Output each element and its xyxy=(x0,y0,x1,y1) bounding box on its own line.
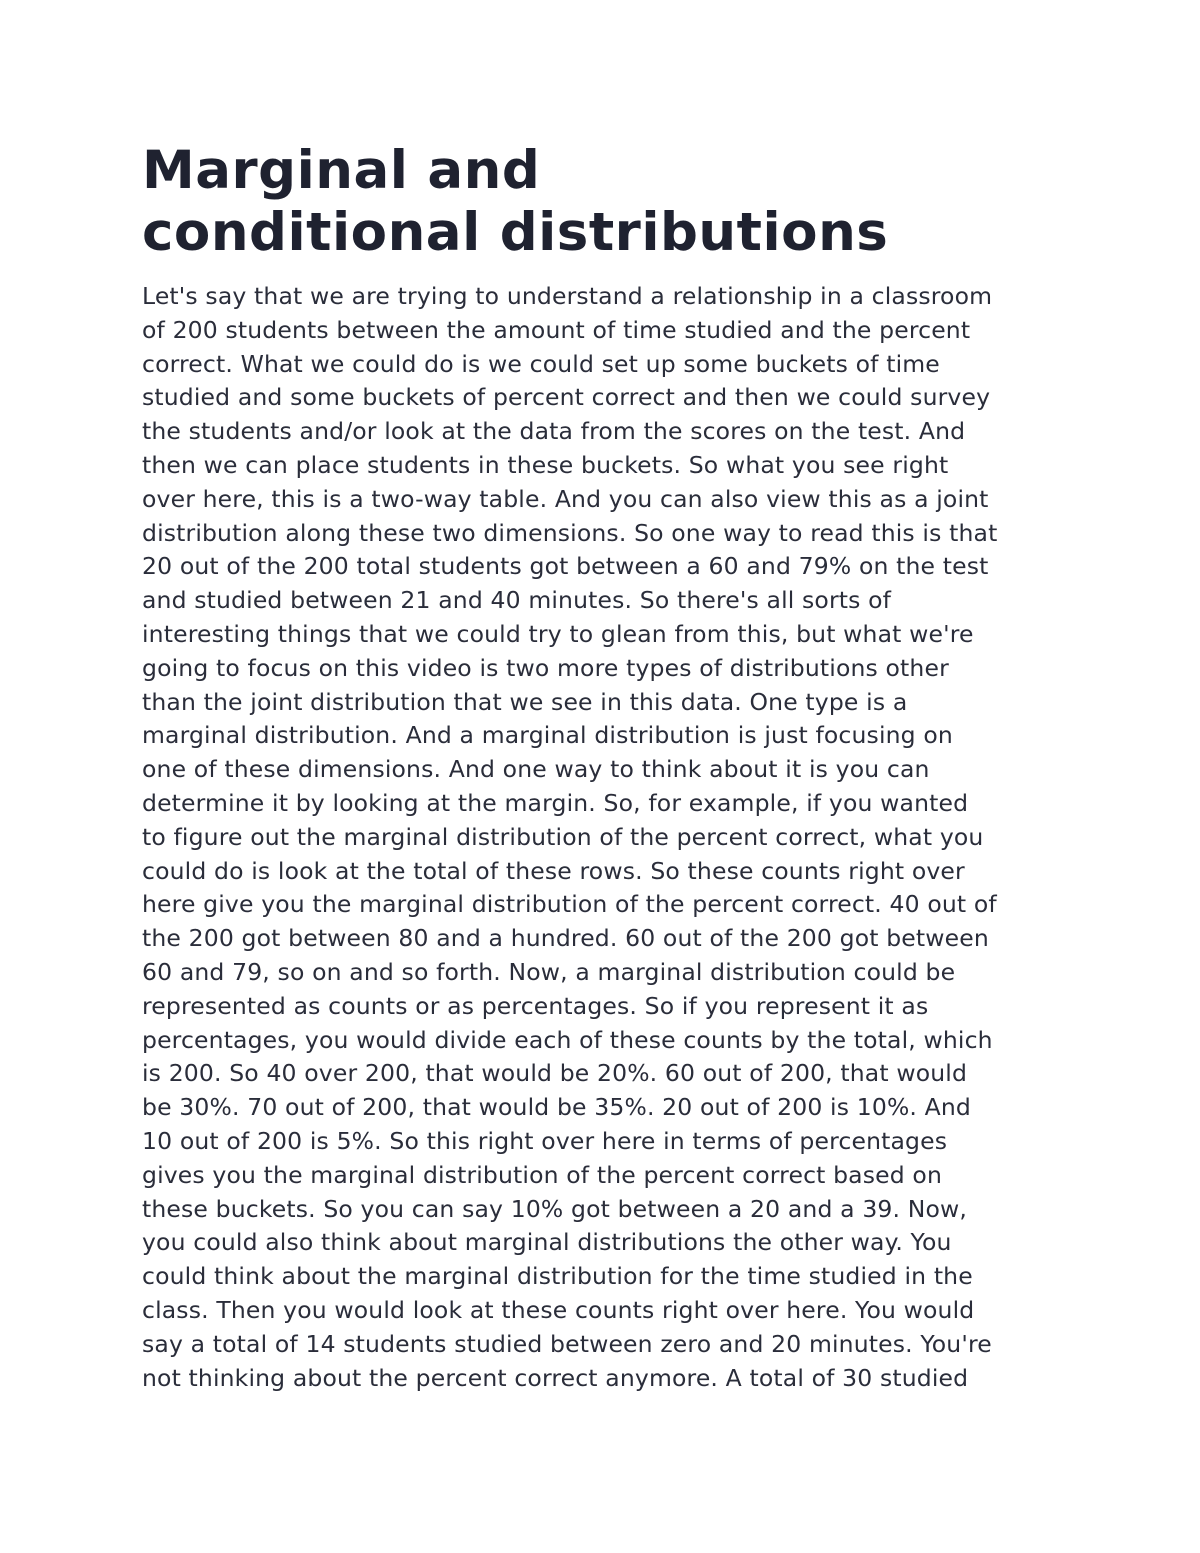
text-line: you could also think about marginal distributions the other way. You xyxy=(142,1228,952,1257)
text-line: class. Then you would look at these counts right over here. You would xyxy=(142,1295,975,1324)
title-line: Marginal and xyxy=(142,140,541,201)
text-line: could do is look at the total of these rows. So these counts right over xyxy=(142,856,965,885)
text-line: could think about the marginal distribution for the time studied in the xyxy=(142,1262,973,1291)
text-line: say a total of 14 students studied between zero and 20 minutes. You're xyxy=(142,1329,992,1358)
text-line: gives you the marginal distribution of the percent correct based on xyxy=(142,1160,942,1189)
text-line: the 200 got between 80 and a hundred. 60 out of the 200 got between xyxy=(142,924,989,953)
text-line: Let's say that we are trying to understand a relationship in a classroom xyxy=(142,282,993,310)
text-line: percentages, you would divide each of these counts by the total, which xyxy=(142,1025,993,1054)
text-line: not thinking about the percent correct anymore. A total of 30 studied xyxy=(142,1363,969,1392)
text-line: here give you the marginal distribution of the percent correct. 40 out of xyxy=(142,890,997,919)
text-line: is 200. So 40 over 200, that would be 20%. 60 out of 200, that would xyxy=(142,1059,968,1088)
text-line: interesting things that we could try to glean from this, but what we're xyxy=(142,619,974,648)
page-title xyxy=(142,140,1062,264)
text-line: correct. What we could do is we could set up some buckets of time xyxy=(142,349,940,378)
text-line: determine it by looking at the margin. So, for example, if you wanted xyxy=(142,788,969,817)
text-line: and studied between 21 and 40 minutes. So there's all sorts of xyxy=(142,586,892,615)
text-line: be 30%. 70 out of 200, that would be 35%. 20 out of 200 is 10%. And xyxy=(142,1093,972,1122)
text-line: 10 out of 200 is 5%. So this right over here in terms of percentages xyxy=(142,1126,948,1155)
text-line: 60 and 79, so on and so forth. Now, a marginal distribution could be xyxy=(142,957,956,986)
text-line: one of these dimensions. And one way to think about it is you can xyxy=(142,755,930,784)
text-line: distribution along these two dimensions. So one way to read this is that xyxy=(142,518,998,547)
text-line: represented as counts or as percentages. So if you represent it as xyxy=(142,991,929,1020)
text-line: 20 out of the 200 total students got between a 60 and 79% on the test xyxy=(142,552,989,581)
text-line: of 200 students between the amount of time studied and the percent xyxy=(142,315,971,344)
text-line: over here, this is a two-way table. And you can also view this as a joint xyxy=(142,484,989,513)
body-paragraph xyxy=(142,280,1062,1395)
text-line: to figure out the marginal distribution of the percent correct, what you xyxy=(142,822,984,851)
title-line: conditional distributions xyxy=(142,202,889,263)
text-line: the students and/or look at the data from the scores on the test. And xyxy=(142,417,966,446)
text-line: studied and some buckets of percent correct and then we could survey xyxy=(142,383,991,412)
text-line: then we can place students in these buckets. So what you see right xyxy=(142,450,949,479)
text-line: going to focus on this video is two more types of distributions other xyxy=(142,653,949,682)
text-line: these buckets. So you can say 10% got between a 20 and a 39. Now, xyxy=(142,1194,968,1223)
text-line: than the joint distribution that we see in this data. One type is a xyxy=(142,687,908,716)
text-line: marginal distribution. And a marginal distribution is just focusing on xyxy=(142,721,953,750)
document-content xyxy=(142,140,1062,1395)
